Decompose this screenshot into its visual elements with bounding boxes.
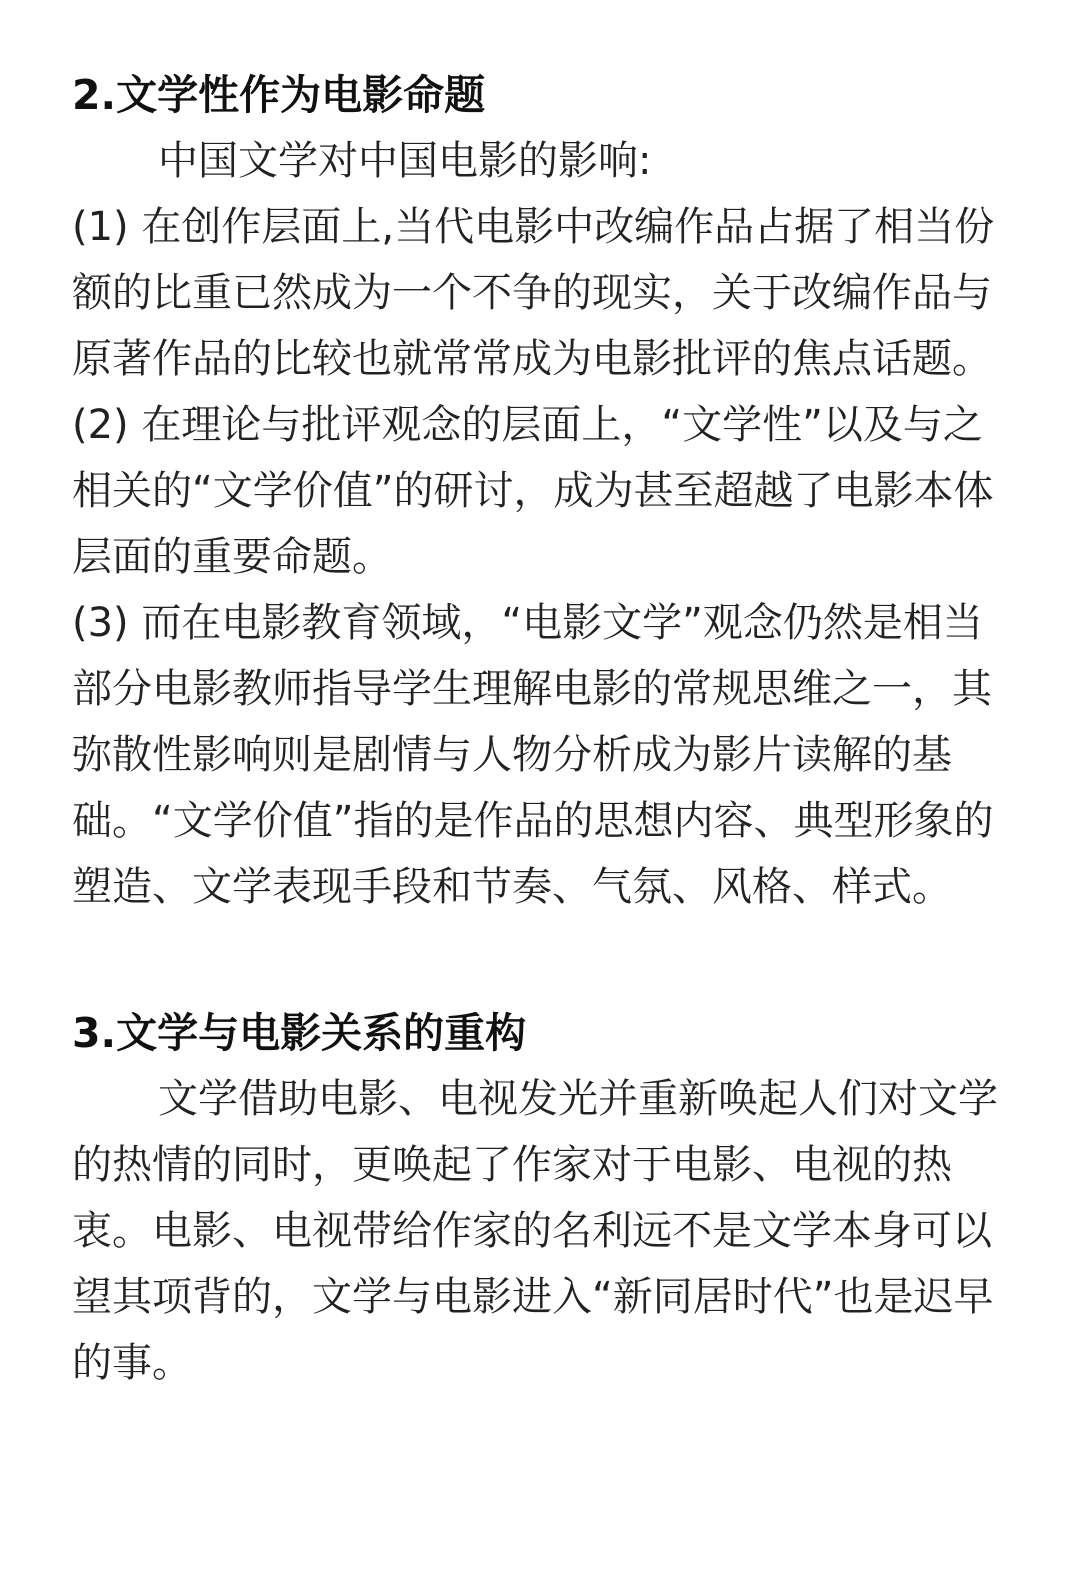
section-2-item-3: (3) 而在电影教育领域，“电影文学”观念仍然是相当部分电影教师指导学生理解电影的常规思维之一，其弥散性影响则是剧情与人物分析成为影片读解的基础。“文学价值”指的是作品的思想内容、典型形象的塑造、文学表现手段和节奏、气氛、风格、样式。 (72, 600, 994, 910)
section-title-2: 2.文学性作为电影命题 (72, 71, 486, 119)
section-2-intro: 中国文学对中国电影的影响: (158, 138, 652, 184)
section-3-body: 文学借助电影、电视发光并重新唤起人们对文学的热情的同时，更唤起了作家对于电影、电视的热衷。电影、电视带给作家的名利远不是文学本身可以望其项背的，文学与电影进入“新同居时代”也是迟早的事。 (72, 1076, 998, 1386)
section-2-item-2: (2) 在理论与批评观念的层面上，“文学性”以及与之相关的“文学价值”的研讨，成为甚至超越了电影本体层面的重要命题。 (72, 402, 994, 580)
section-spacer (72, 920, 1008, 1000)
section-title-3: 3.文学与电影关系的重构 (72, 1009, 527, 1057)
section-2-item-1: (1) 在创作层面上,当代电影中改编作品占据了相当份额的比重已然成为一个不争的现实，关于改编作品与原著作品的比较也就常常成为电影批评的焦点话题。 (72, 204, 995, 382)
